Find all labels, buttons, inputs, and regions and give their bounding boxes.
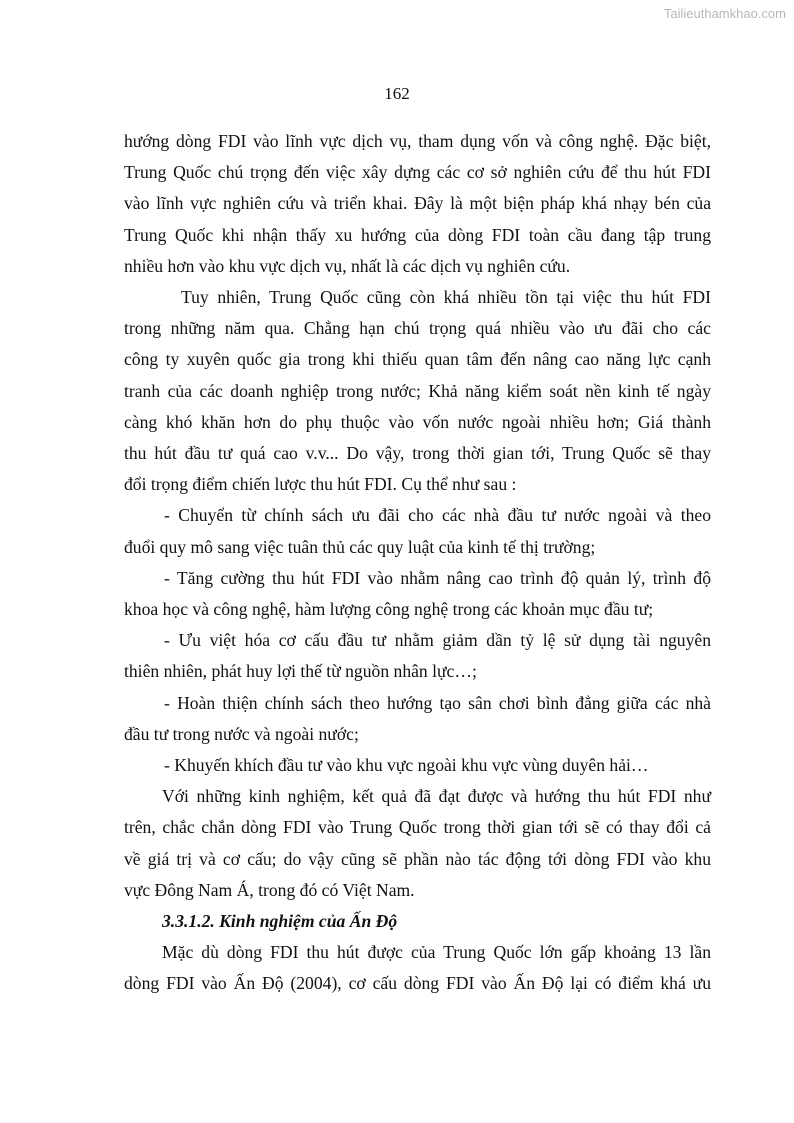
bullet-line: - Khuyến khích đầu tư vào khu vực ngoài khu vực vùng duyên hải… <box>164 755 649 776</box>
text-line: càng khó khăn hơn do phụ thuộc vào vốn nước ngoài nhiều hơn; Giá thành <box>124 411 711 432</box>
page-body <box>124 126 711 1000</box>
text-line: Tuy nhiên, Trung Quốc cũng còn khá nhiều tồn tại việc thu hút FDI <box>181 287 711 308</box>
text-line: Mặc dù dòng FDI thu hút được của Trung Quốc lớn gấp khoảng 13 lần <box>162 942 711 963</box>
section-heading: 3.3.1.2. Kinh nghiệm của Ấn Độ <box>162 911 398 932</box>
text-line: khoa học và công nghệ, hàm lượng công nghệ trong các khoản mục đầu tư; <box>124 599 654 620</box>
text-line: đầu tư trong nước và ngoài nước; <box>124 723 359 744</box>
text-line: thu hút đầu tư quá cao v.v... Do vậy, trong thời gian tới, Trung Quốc sẽ thay <box>124 443 711 464</box>
text-line: thiên nhiên, phát huy lợi thế từ nguồn nhân lực…; <box>124 661 477 682</box>
text-line: nhiều hơn vào khu vực dịch vụ, nhất là các dịch vụ nghiên cứu. <box>124 255 571 276</box>
text-line: tranh của các doanh nghiệp trong nước; Khả năng kiểm soát nền kinh tế ngày <box>124 380 711 401</box>
text-line: hướng dòng FDI vào lĩnh vực dịch vụ, tham dụng vốn và công nghệ. Đặc biệt, <box>124 131 711 151</box>
text-line: công ty xuyên quốc gia trong khi thiếu quan tâm đến nâng cao năng lực cạnh <box>124 349 711 370</box>
text-line: vào lĩnh vực nghiên cứu và triển khai. Đây là một biện pháp khá nhạy bén của <box>124 193 711 214</box>
text-line: dòng FDI vào Ấn Độ (2004), cơ cấu dòng FDI vào Ấn Độ lại có điểm khá ưu <box>124 973 711 994</box>
text-line: đuổi quy mô sang việc tuân thủ các quy luật của kinh tế thị trường; <box>124 536 596 557</box>
text-line: đổi trọng điểm chiến lược thu hút FDI. Cụ thể như sau : <box>124 474 517 495</box>
text-line: Trung Quốc chú trọng đến việc xây dựng các cơ sở nghiên cứu để thu hút FDI <box>124 162 711 183</box>
bullet-line: - Hoàn thiện chính sách theo hướng tạo sân chơi bình đẳng giữa các nhà <box>164 692 711 713</box>
text-line: Trung Quốc khi nhận thấy xu hướng của dòng FDI toàn cầu đang tập trung <box>124 224 711 245</box>
text-line: trong những năm qua. Chẳng hạn chú trọng quá nhiều vào ưu đãi cho các <box>124 318 711 339</box>
bullet-line: - Chuyển từ chính sách ưu đãi cho các nhà đầu tư nước ngoài và theo <box>164 505 711 526</box>
watermark-text: Tailieuthamkhao.com <box>663 6 786 21</box>
text-line: về giá trị và cơ cấu; do vậy cũng sẽ phần nào tác động tới dòng FDI vào khu <box>124 848 711 869</box>
bullet-line: - Tăng cường thu hút FDI vào nhằm nâng cao trình độ quản lý, trình độ <box>164 567 711 588</box>
text-line: trên, chắc chắn dòng FDI vào Trung Quốc trong thời gian tới sẽ có thay đổi cả <box>124 817 711 838</box>
page-number: 162 <box>384 84 410 103</box>
text-line: Với những kinh nghiệm, kết quả đã đạt được và hướng thu hút FDI như <box>162 786 711 807</box>
text-line: vực Đông Nam Á, trong đó có Việt Nam. <box>124 879 415 900</box>
bullet-line: - Ưu việt hóa cơ cấu đầu tư nhằm giảm dần tỷ lệ sử dụng tài nguyên <box>164 630 711 651</box>
